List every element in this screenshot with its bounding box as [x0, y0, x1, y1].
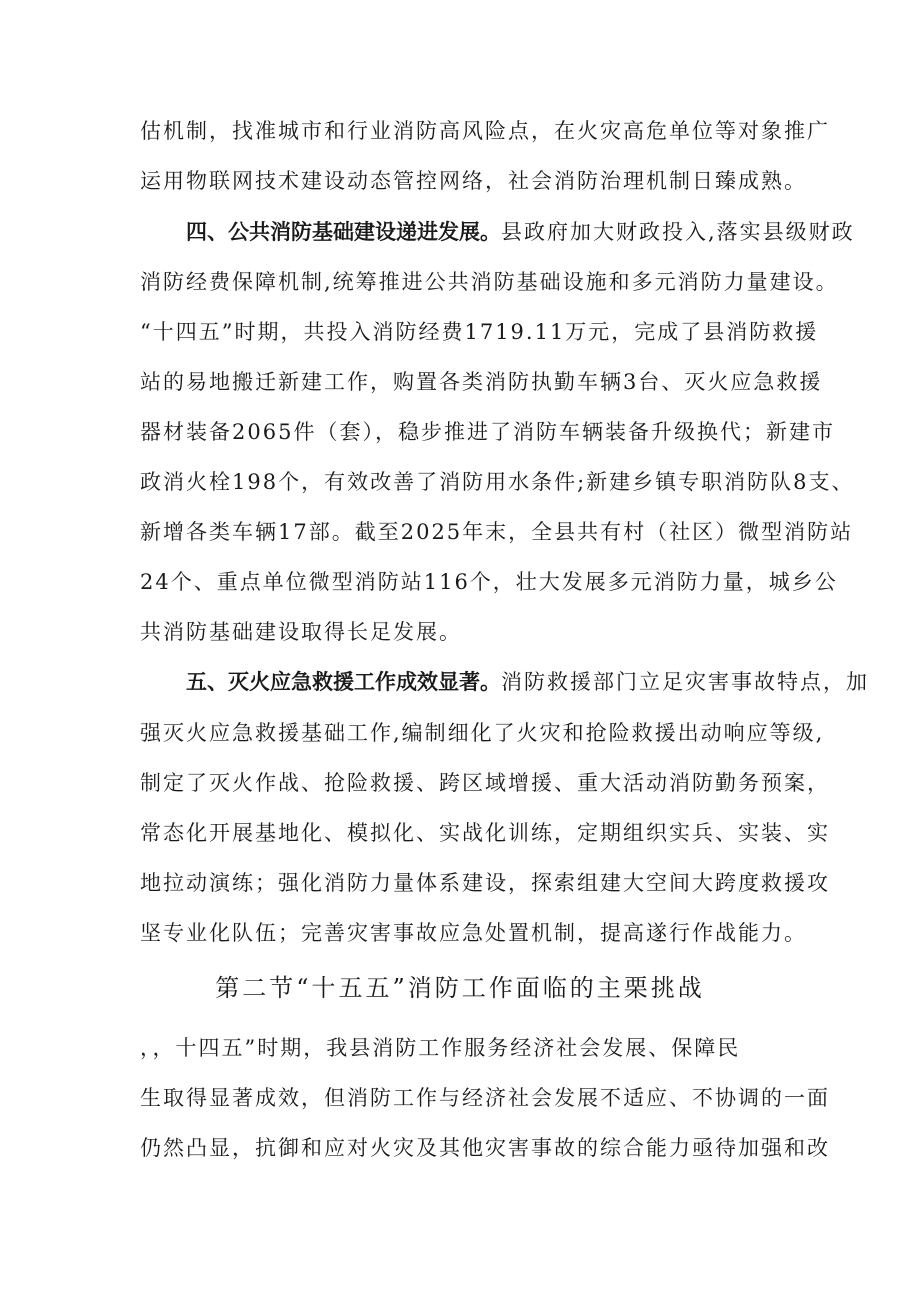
- paragraph-line: 估机制，找准城市和行业消防高风险点，在火灾高危单位等对象推广: [140, 119, 830, 143]
- paragraph-line: 站的易地搬迁新建工作，购置各类消防执勤车辆3台、灭火应急救援: [140, 370, 823, 394]
- paragraph-line: 制定了灭火作战、抢险救援、跨区域增援、重大活动消防勤务预案，: [140, 771, 830, 795]
- paragraph-line: 生取得显著成效，但消防工作与经济社会发展不适应、不协调的一面: [140, 1086, 830, 1110]
- paragraph-line: 运用物联网技术建设动态管控网络，社会消防治理机制日臻成熟。: [140, 169, 807, 193]
- paragraph-line: 仍然凸显，抗御和应对火灾及其他灾害事故的综合能力亟待加强和改: [140, 1136, 830, 1160]
- paragraph-line: ，，十四五”时期，我县消防工作服务经济社会发展、保障民: [140, 1036, 741, 1060]
- paragraph-line: 常态化开展基地化、模拟化、实战化训练，定期组织实兵、实装、实: [140, 821, 830, 845]
- paragraph-line: 24个、重点单位微型消防站116个，壮大发展多元消防力量，城乡公: [140, 570, 838, 594]
- paragraph-line: 消防经费保障机制,统筹推进公共消防基础设施和多元消防力量建设。: [140, 270, 839, 294]
- paragraph-line: 新增各类车辆17部。截至2025年末，全县共有村（社区）微型消防站: [140, 520, 854, 544]
- paragraph-line: 共消防基础建设取得长足发展。: [140, 620, 462, 644]
- section-5-heading: 五、灭火应急救援工作成效显著。: [186, 670, 501, 694]
- paragraph-line: 坚专业化队伍；完善灾害事故应急处置机制，提高遂行作战能力。: [140, 921, 807, 945]
- section-5-first-line: [186, 667, 869, 697]
- section-4-text: 县政府加大财政投入,落实县级财政: [501, 220, 855, 244]
- paragraph-line: “十四五”时期，共投入消防经费1719.11万元，完成了县消防救援: [140, 320, 819, 344]
- section-5-text: 消防救援部门立足灾害事故特点，加: [501, 670, 869, 694]
- paragraph-line: 强灭火应急救援基础工作,编制细化了火灾和抢险救援出动响应等级,: [140, 721, 825, 745]
- paragraph-line: 地拉动演练；强化消防力量体系建设，探索组建大空间大跨度救援攻: [140, 871, 830, 895]
- paragraph-line: 器材装备2065件（套），稳步推进了消防车辆装备升级换代；新建市: [140, 420, 835, 444]
- section-4-heading: 四、公共消防基础建设递进发展。: [186, 220, 501, 244]
- section-title: 第二节“十五五”消防工作面临的主栗挑战: [215, 974, 705, 1002]
- paragraph-line: 政消火栓198个，有效改善了消防用水条件;新建乡镇专职消防队8支、: [140, 470, 855, 494]
- section-4-first-line: [186, 217, 855, 247]
